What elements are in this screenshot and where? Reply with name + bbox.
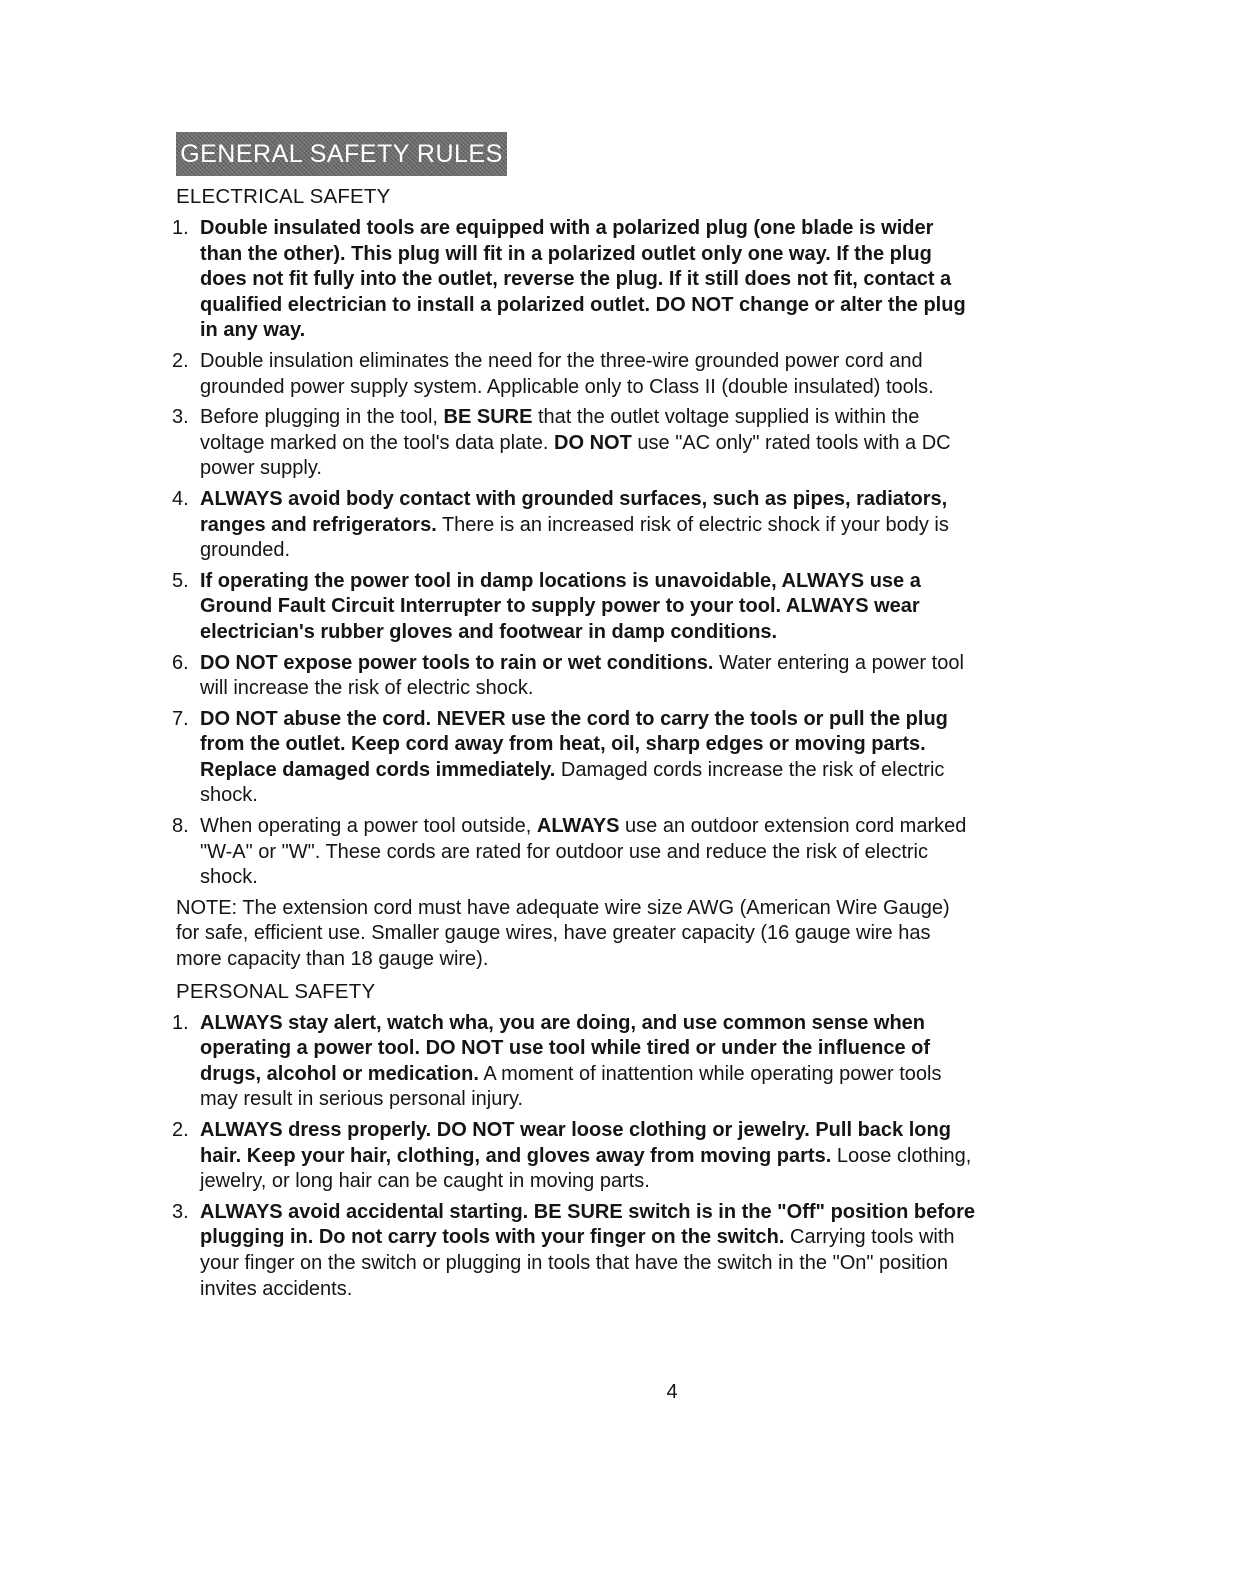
extension-cord-note xyxy=(176,896,976,973)
personal-rule-2: 2. ALWAYS dress properly. DO NOT wear loose clothing or jewelry. Pull back long hair. Keep your hair, clothing, and gloves away from moving parts. Loose clothing, jewelry, or long hair can be caught in moving parts. xyxy=(172,1119,972,1193)
note-label: NOTE: xyxy=(176,896,238,919)
note-text: The extension cord must have adequate wire size AWG (American Wire Gauge) for safe, efficient use. Smaller gauge wires, have greater capacity (16 gauge wire has more capacity than 18 gauge wire). xyxy=(176,896,950,971)
electrical-rule-3: 3. Before plugging in the tool, BE SURE that the outlet voltage supplied is within the voltage marked on the tool's data plate. DO NOT use "AC only" rated tools with a DC power supply. xyxy=(172,406,951,480)
electrical-rule-4: 4. ALWAYS avoid body contact with grounded surfaces, such as pipes, radiators, ranges and refrigerators. There is an increased risk of electric shock if your body is grounded. xyxy=(172,487,949,562)
page-number: 4 xyxy=(666,1381,678,1403)
electrical-rule-5: 5. If operating the power tool in damp locations is unavoidable, ALWAYS use a Ground Fault Circuit Interrupter to supply power to your tool. ALWAYS wear electrician's rubber gloves and footwear in damp conditions. xyxy=(172,569,921,643)
page-content xyxy=(172,184,976,1307)
electrical-rule-6: 6. DO NOT expose power tools to rain or wet conditions. Water entering a power tool will increase the risk of electric shock. xyxy=(172,651,964,700)
section-banner: GENERAL SAFETY RULES xyxy=(176,132,507,176)
personal-safety-list xyxy=(172,1011,976,1303)
personal-rule-3: 3. ALWAYS avoid accidental starting. BE SURE switch is in the "Off" position before plugging in. Do not carry tools with your finger on the switch. Carrying tools with your finger on the switch or plugging in tools that have the switch in the "On" position invites accidents. xyxy=(172,1200,976,1300)
electrical-rule-7: 7. DO NOT abuse the cord. NEVER use the cord to carry the tools or pull the plug from the outlet. Keep cord away from heat, oil, sharp edges or moving parts. Replace damaged cords immediately. Damaged cords increase the risk of electric shock. xyxy=(172,707,948,807)
electrical-safety-list xyxy=(172,216,976,891)
personal-rule-1: 1. ALWAYS stay alert, watch wha‚ you are doing, and use common sense when operating a power tool. DO NOT use tool while tired or under the influence of drugs, alcohol or medication. A moment of inattention while operating power tools may result in serious personal injury. xyxy=(172,1011,942,1111)
electrical-rule-8: 8. When operating a power tool outside, ALWAYS use an outdoor extension cord marked "W-A" or "W". These cords are rated for outdoor use and reduce the risk of electric shock. xyxy=(172,815,967,889)
personal-safety-heading: PERSONAL SAFETY xyxy=(176,979,376,1003)
electrical-rule-2: 2. Double insulation eliminates the need for the three-wire grounded power cord and grounded power supply system. Applicable only to Class II (double insulated) tools. xyxy=(172,349,934,398)
electrical-rule-1: 1. Double insulated tools are equipped with a polarized plug (one blade is wider than the other). This plug will fit in a polarized outlet only one way. If the plug does not fit fully into the outlet, reverse the plug. If it still does not fit, contact a qualified electrician to install a polarized outlet. DO NOT change or alter the plug in any way. xyxy=(172,217,966,342)
electrical-safety-heading: ELECTRICAL SAFETY xyxy=(176,185,391,208)
